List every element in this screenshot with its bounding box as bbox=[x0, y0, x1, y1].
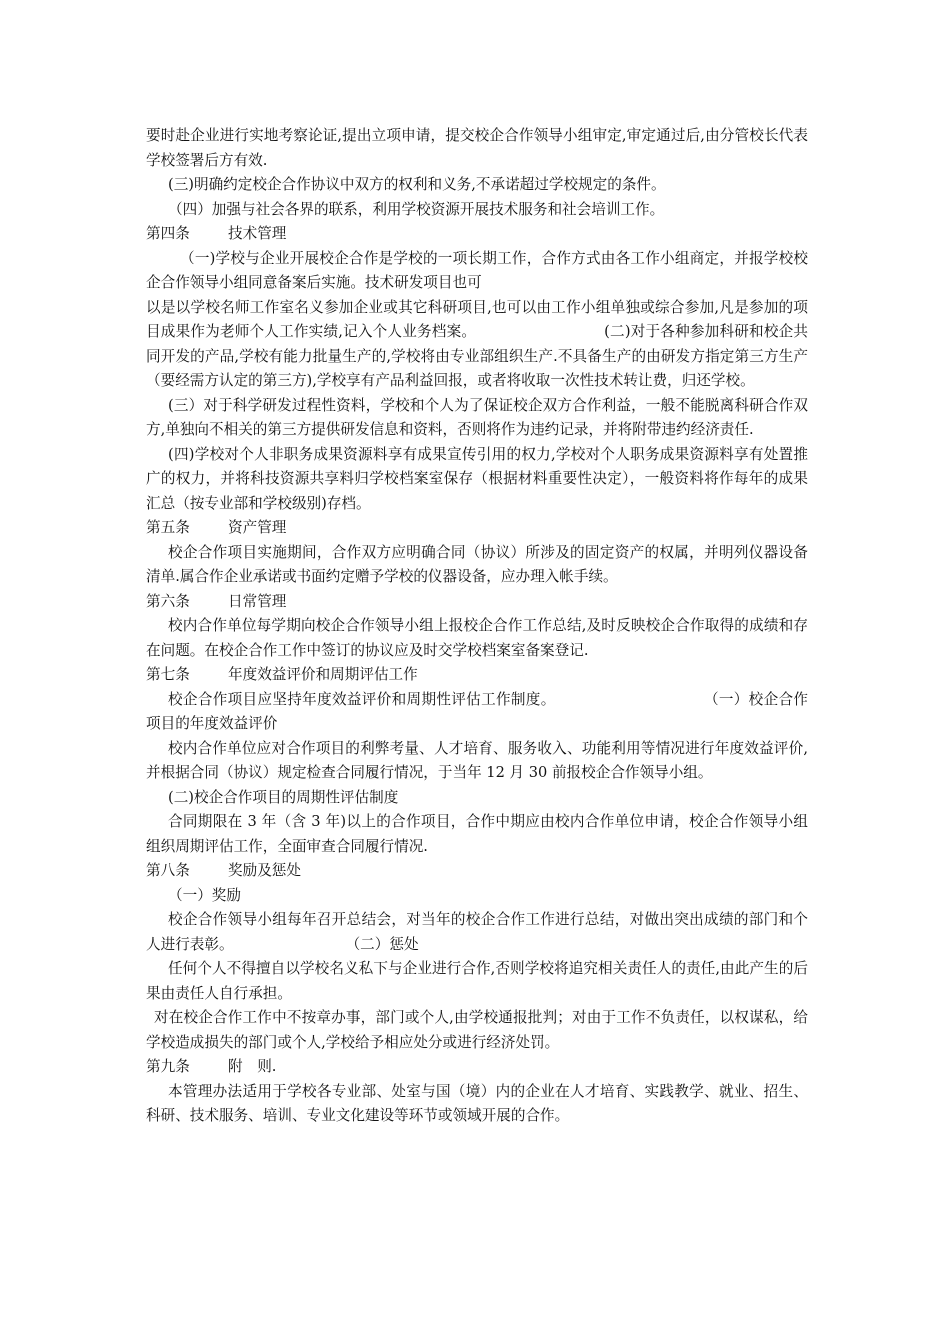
paragraph: 任何个人不得擅自以学校名义私下与企业进行合作,否则学校将追究相关责任人的责任,由此产生的后果由责任人自行承担。 bbox=[146, 960, 808, 1002]
paragraph bbox=[146, 296, 808, 394]
document-page bbox=[146, 124, 808, 1129]
article-number: 第八条 bbox=[146, 862, 190, 879]
paragraph: 校企合作项目实施期间，合作双方应明确合同（协议）所涉及的固定资产的权属，并明列仪器设备清单.属合作企业承诺或书面约定赠予学校的仪器设备，应办理入帐手续。 bbox=[146, 543, 808, 585]
paragraph: 本管理办法适用于学校各专业部、处室与国（境）内的企业在人才培育、实践教学、就业、招生、科研、技术服务、培训、专业文化建设等环节或领域开展的合作。 bbox=[146, 1082, 808, 1124]
article-heading bbox=[146, 1055, 808, 1080]
article-number: 第七条 bbox=[146, 666, 190, 683]
paragraph: (三)明确约定校企合作协议中双方的权利和义务,不承诺超过学校规定的条件。 bbox=[168, 176, 666, 193]
article-heading bbox=[146, 590, 808, 615]
article-title: 技术管理 bbox=[228, 225, 287, 242]
article-title: 附 则. bbox=[228, 1058, 277, 1075]
article-number: 第九条 bbox=[146, 1058, 190, 1075]
article-heading bbox=[146, 663, 808, 688]
paragraph-text: （二）惩处 bbox=[345, 935, 419, 953]
paragraph-text: 以是以学校名师工作室名义参加企业或其它科研项目,也可以由工作小组单独或综合参加,凡是参加的项目成果作为老师个人工作实绩,记入个人业务档案。 bbox=[146, 298, 808, 340]
paragraph: （四）加强与社会各界的联系，利用学校资源开展技术服务和社会培训工作。 bbox=[168, 200, 665, 218]
paragraph-text: 校企合作项目应坚持年度效益评价和周期性评估工作制度。 bbox=[168, 690, 556, 708]
article-heading bbox=[146, 859, 808, 884]
paragraph: (四)学校对个人非职务成果资源料享有成果宣传引用的权力,学校对个人职务成果资源料享有处置推广的权力，并将科技资源共享料归学校档案室保存（根据材料重要性决定），一般资料将作每年的成果汇总（按专业部和学校级别)存档。 bbox=[146, 445, 808, 512]
paragraph: 合同期限在 3 年（含 3 年)以上的合作项目，合作中期应由校内合作单位申请，校企合作领导小组组织周期评估工作，全面审查合同履行情况. bbox=[146, 813, 808, 855]
paragraph: (三）对于科学研发过程性资料，学校和个人为了保证校企双方合作利益，一般不能脱离科研合作双方,单独向不相关的第三方提供研发信息和资料，否则将作为违约记录，并将附带违约经济责任. bbox=[146, 396, 808, 438]
paragraph: 校内合作单位应对合作项目的利弊考量、人才培育、服务收入、功能利用等情况进行年度效益评价,并根据合同（协议）规定检查合同履行情况，于当年 12 月 30 前报校企合作领导小组。 bbox=[146, 739, 808, 781]
article-title: 资产管理 bbox=[228, 519, 287, 536]
article-heading bbox=[146, 516, 808, 541]
paragraph: 对在校企合作工作中不按章办事，部门或个人,由学校通报批判；对由于工作不负责任，以权谋私，给学校造成损失的部门或个人,学校给予相应处分或进行经济处罚。 bbox=[146, 1009, 808, 1051]
paragraph-text: （一）校企合作项目的年度效益评价 bbox=[146, 690, 808, 732]
paragraph bbox=[146, 688, 808, 737]
paragraph: (二)校企合作项目的周期性评估制度 bbox=[168, 788, 399, 806]
article-heading bbox=[146, 222, 808, 247]
article-number: 第六条 bbox=[146, 592, 190, 610]
paragraph: 要时赴企业进行实地考察论证,提出立项申请，提交校企合作领导小组审定,审定通过后,由分管校长代表学校签署后方有效. bbox=[146, 127, 808, 169]
article-title: 日常管理 bbox=[228, 592, 287, 610]
paragraph-text: 校企合作领导小组每年召开总结会，对当年的校企合作工作进行总结，对做出突出成绩的部门和个人进行表彰。 bbox=[146, 911, 808, 953]
paragraph-text: (二)对于各种参加科研和校企共同开发的产品,学校有能力批量生产的,学校将由专业部组织生产.不具备生产的由研发方指定第三方生产（要经需方认定的第三方),学校享有产品利益回报，或者将收取一次性技术转让费，归还学校。 bbox=[146, 323, 808, 389]
paragraph: 校内合作单位每学期向校企合作领导小组上报校企合作工作总结,及时反映校企合作取得的成绩和存在问题。在校企合作工作中签订的协议应及时交学校档案室备案登记. bbox=[146, 617, 808, 659]
paragraph: （一)学校与企业开展校企合作是学校的一项长期工作，合作方式由各工作小组商定，并报学校校企合作领导小组同意备案后实施。技术研发项目也可 bbox=[146, 249, 808, 291]
paragraph: （一）奖励 bbox=[168, 886, 241, 904]
paragraph bbox=[146, 908, 808, 957]
article-title: 奖励及惩处 bbox=[228, 862, 301, 879]
article-number: 第五条 bbox=[146, 519, 190, 536]
article-number: 第四条 bbox=[146, 225, 190, 242]
article-title: 年度效益评价和周期评估工作 bbox=[228, 666, 418, 683]
